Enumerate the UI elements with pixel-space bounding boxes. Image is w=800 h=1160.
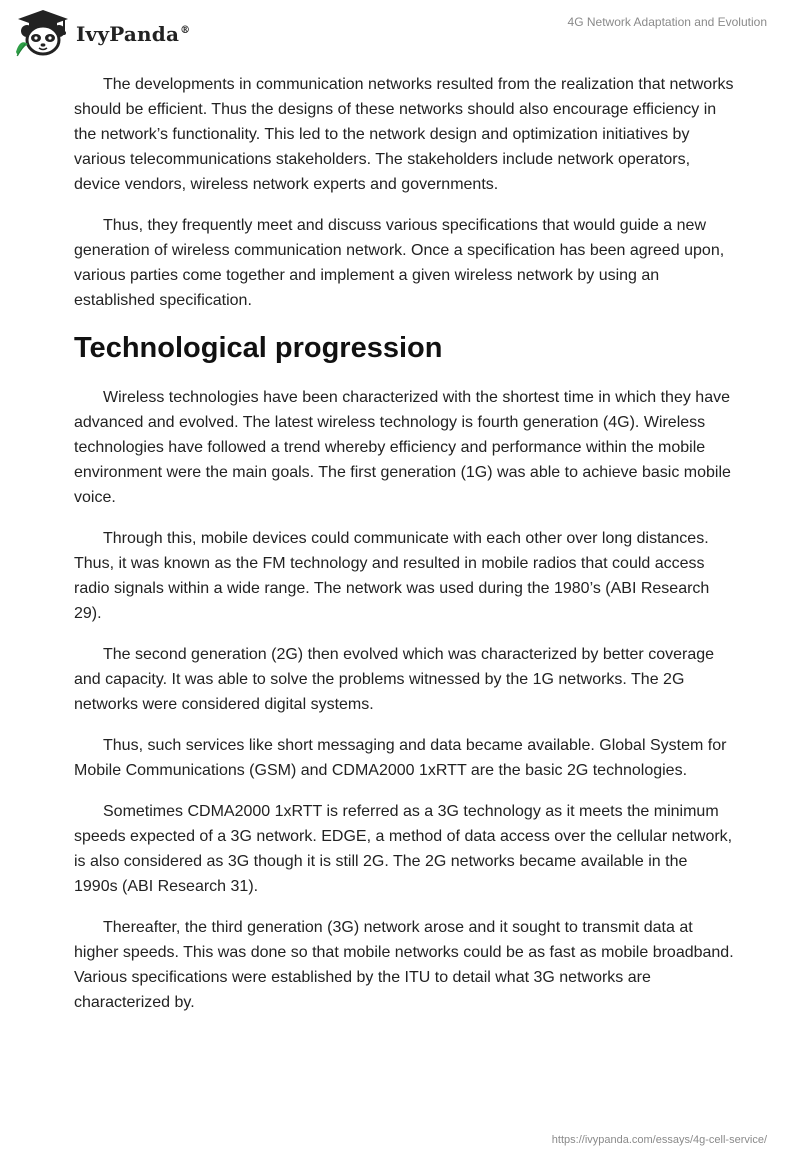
page-header <box>0 0 800 64</box>
section-heading: Technological progression <box>74 332 443 364</box>
paragraph: The second generation (2G) then evolved which was characterized by better coverage and capacity. It was able to solve the problems witnessed by the 1G networks. The 2G networks were considered digital systems. <box>74 646 715 713</box>
paragraph: Wireless technologies have been characterized with the shortest time in which they have advanced and evolved. The latest wireless technology is fourth generation (4G). Wireless technologies have followed a trend whereby efficiency and performance within the mobile environment were the main goals. The first generation (1G) was able to achieve basic mobile voice. <box>74 389 731 506</box>
panda-graduate-icon <box>14 8 72 58</box>
source-url-link[interactable]: https://ivypanda.com/essays/4g-cell-service/ <box>551 1134 767 1146</box>
ivypanda-logo[interactable] <box>14 8 190 58</box>
paragraph: Sometimes CDMA2000 1xRTT is referred as a 3G technology as it meets the minimum speeds expected of a 3G network. EDGE, a method of data access over the cellular network, is also considered as 3G though it is still 2G. The 2G networks became available in the 1990s (ABI Research 31). <box>74 803 733 895</box>
registered-mark: ® <box>180 25 191 37</box>
paragraph: Through this, mobile devices could communicate with each other over long distances. Thus, it was known as the FM technology and resulted in mobile radios that could access radio signals within a wide range. The network was used during the 1980’s (ABI Research 29). <box>74 530 710 622</box>
document-title: 4G Network Adaptation and Evolution <box>567 15 767 29</box>
brand-name <box>76 22 190 46</box>
paragraph: Thereafter, the third generation (3G) network arose and it sought to transmit data at higher speeds. This was done so that mobile networks could be as fast as mobile broadband. Various specifications were established by the ITU to detail what 3G networks are characterized by. <box>74 919 734 1011</box>
essay-content <box>74 72 734 1031</box>
paragraph: The developments in communication networks resulted from the realization that networks should be efficient. Thus the designs of these networks should also encourage efficiency in the network’s functionality. This led to the network design and optimization initiatives by various telecommunications stakeholders. The stakeholders include network operators, device vendors, wireless network experts and governments. <box>74 76 734 193</box>
brand-name-text: IvyPanda <box>76 22 180 46</box>
paragraph: Thus, such services like short messaging and data became available. Global System for Mobile Communications (GSM) and CDMA2000 1xRTT are the basic 2G technologies. <box>74 737 727 779</box>
paragraph: Thus, they frequently meet and discuss various specifications that would guide a new generation of wireless communication network. Once a specification has been agreed upon, various parties come together and implement a given wireless network by using an established specification. <box>74 217 725 309</box>
